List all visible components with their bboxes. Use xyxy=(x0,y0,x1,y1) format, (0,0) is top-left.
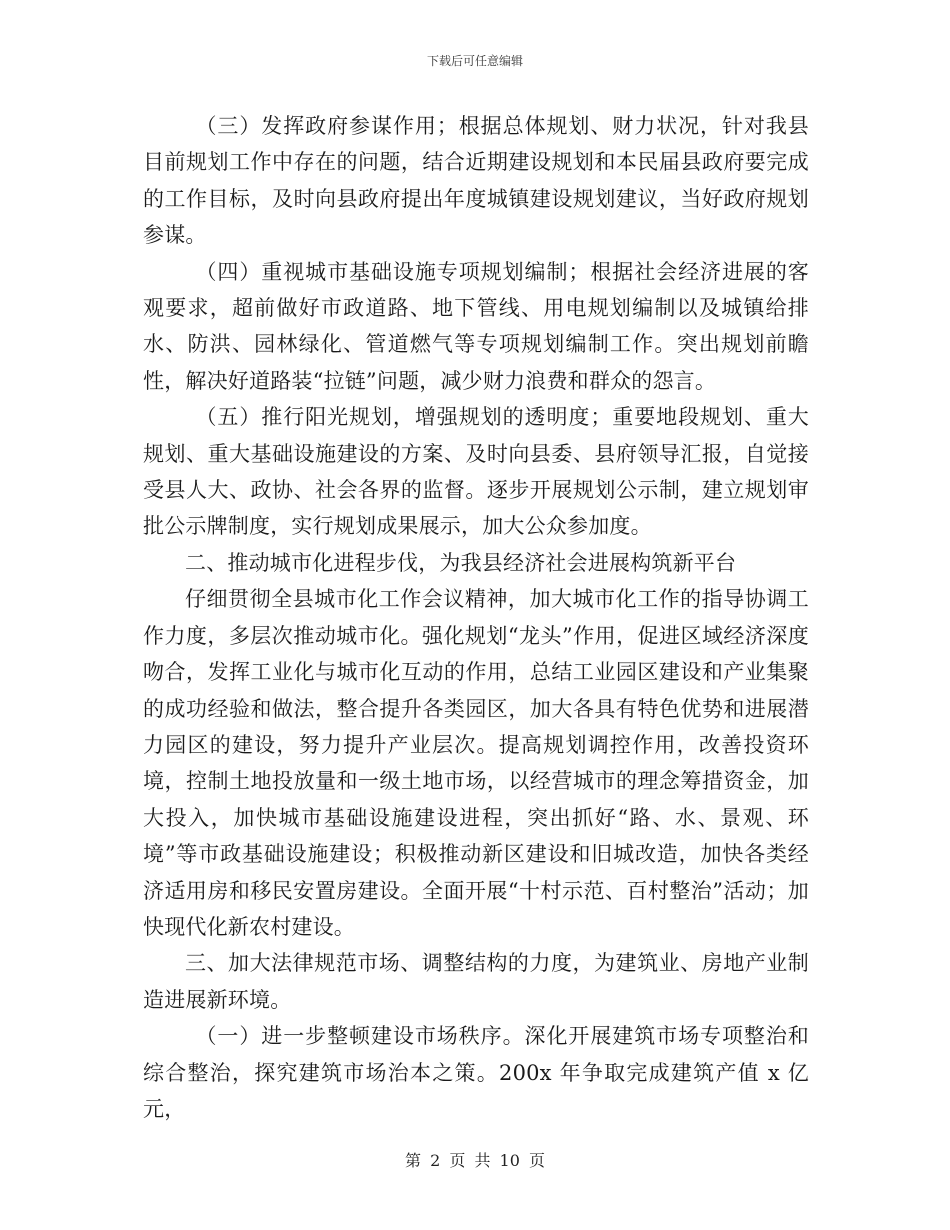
section-heading-3: 三、加大法律规范市场、调整结构的力度，为建筑业、房地产业制造进展新环境。 xyxy=(143,951,809,1012)
section-heading-2: 二、推动城市化进程步伐，为我县经济社会进展构筑新平台 xyxy=(185,550,737,575)
paragraph-3: （三）发挥政府参谋作用；根据总体规划、财力状况，针对我县目前规划工作中存在的问题，结合近期建设规划和本民届县政府要完成的工作目标，及时向县政府提出年度城镇建设规划建议，当好政府规划参谋。 xyxy=(143,114,809,248)
paragraph-5: （五）推行阳光规划，增强规划的透明度；重要地段规划、重大规划、重大基础设施建设的方案、及时向县委、县府领导汇报，自觉接受县人大、政协、社会各界的监督。逐步开展规划公示制，建立规划审批公示牌制度，实行规划成果展示，加大公众参加度。 xyxy=(143,405,809,539)
paragraph-1-market-order: （一）进一步整顿建设市场秩序。深化开展建筑市场专项整治和综合整治，探究建筑市场治本之策。200x 年争取完成建筑产值 x 亿元， xyxy=(143,1024,809,1121)
page-number: 第 2 页 共 10 页 xyxy=(405,1151,545,1170)
paragraph-4: （四）重视城市基础设施专项规划编制；根据社会经济进展的客观要求，超前做好市政道路、地下管线、用电规划编制以及城镇给排水、防洪、园林绿化、管道燃气等专项规划编制工作。突出规划前瞻性，解决好道路装“拉链”问题，减少财力浪费和群众的怨言。 xyxy=(143,259,809,393)
paragraph-urbanization: 仔细贯彻全县城市化工作会议精神，加大城市化工作的指导协调工作力度，多层次推动城市化。强化规划“龙头”作用，促进区域经济深度吻合，发挥工业化与城市化互动的作用，总结工业园区建设和产业集聚的成功经验和做法，整合提升各类园区，加大各具有特色优势和进展潜力园区的建设，努力提升产业层次。提高规划调控作用，改善投资环境，控制土地投放量和一级土地市场，以经营城市的理念筹措资金，加大投入，加快城市基础设施建设进程，突出抓好“路、水、景观、环境”等市政基础设施建设；积极推动新区建设和旧城改造，加快各类经济适用房和移民安置房建设。全面开展“十村示范、百村整治”活动；加快现代化新农村建设。 xyxy=(143,587,809,939)
header-note: 下载后可任意编辑 xyxy=(426,54,523,68)
document-body xyxy=(143,108,809,1127)
